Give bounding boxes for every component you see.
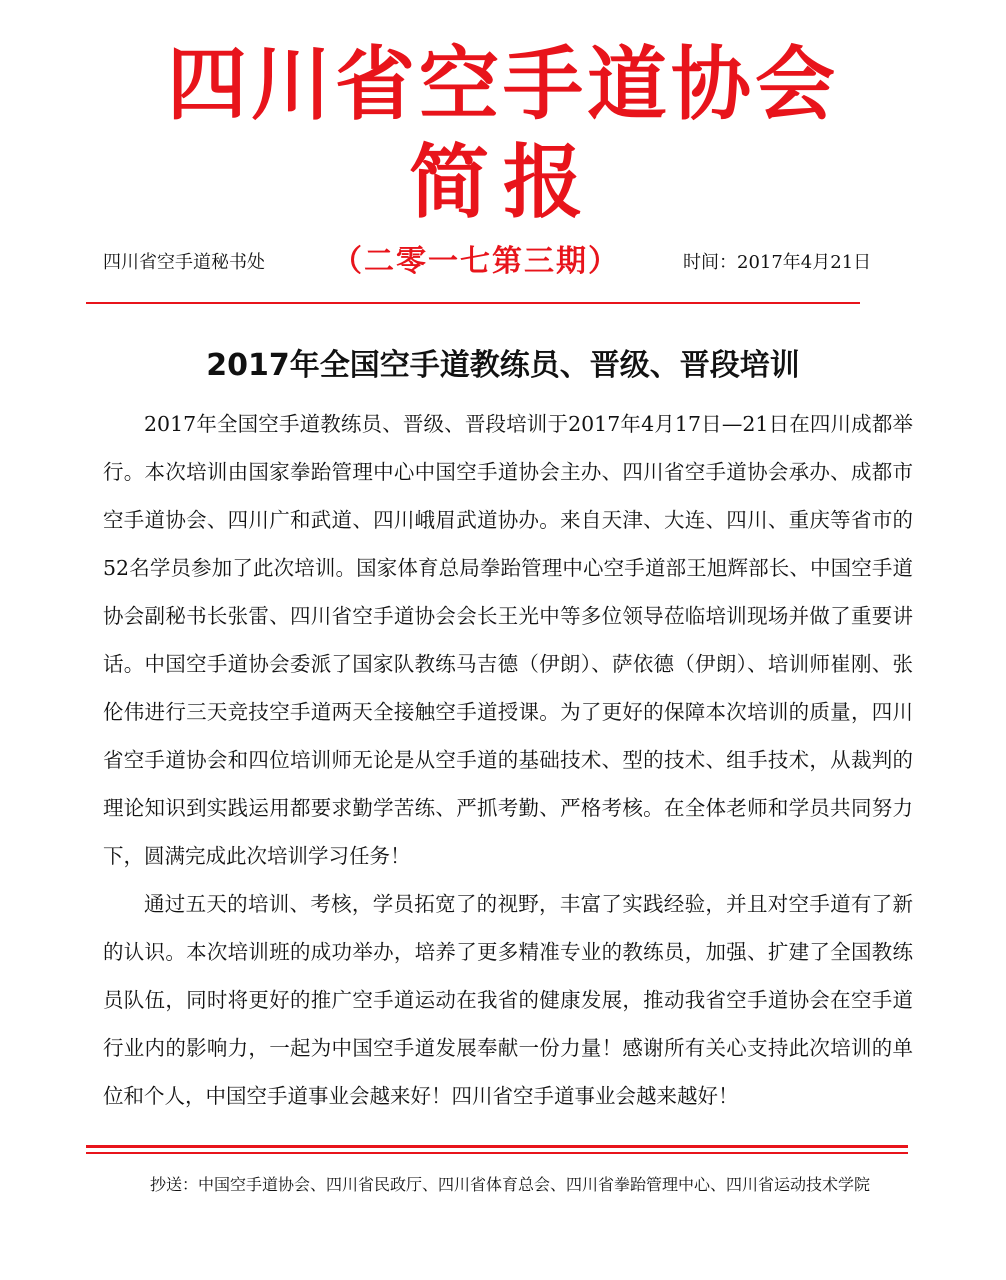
footer-divider-thick	[86, 1145, 908, 1148]
cc-distribution: 抄送：中国空手道协会、四川省民政厅、四川省体育总会、四川省拳跆管理中心、四川省运动技术学院	[150, 1175, 871, 1194]
article-paragraph-2: 通过五天的培训、考核，学员拓宽了的视野，丰富了实践经验，并且对空手道有了新的认识。本次培训班的成功举办，培养了更多精准专业的教练员，加强、扩建了全国教练员队伍，同时将更好的推广空手道运动在我省的健康发展，推动我省空手道协会在空手道行业内的影响力，一起为中国空手道发展奉献一份力量！感谢所有关心支持此次培训的单位和个人，中国空手道事业会越来好！四川省空手道事业会越来越好！	[103, 892, 913, 1108]
article-body	[103, 400, 913, 1120]
footer-divider-thin	[86, 1152, 908, 1154]
header-divider	[86, 302, 860, 304]
bulletin-title: 简报	[409, 136, 597, 229]
issuer: 四川省空手道秘书处	[103, 252, 265, 273]
issue-date: 时间：2017年4月21日	[683, 252, 872, 273]
issue-number: （二零一七第三期）	[332, 244, 620, 279]
article-title: 2017年全国空手道教练员、晋级、晋段培训	[206, 348, 800, 383]
header-meta-row	[0, 236, 1006, 279]
organization-title: 四川省空手道协会	[167, 38, 839, 131]
article-paragraph-1: 2017年全国空手道教练员、晋级、晋段培训于2017年4月17日—21日在四川成都举行。本次培训由国家拳跆管理中心中国空手道协会主办、四川省空手道协会承办、成都市空手道协会、四川广和武道、四川峨眉武道协办。来自天津、大连、四川、重庆等省市的52名学员参加了此次培训。国家体育总局拳跆管理中心空手道部王旭辉部长、中国空手道协会副秘书长张雷、四川省空手道协会会长王光中等多位领导莅临培训现场并做了重要讲话。中国空手道协会委派了国家队教练马吉德（伊朗）、萨依德（伊朗）、培训师崔刚、张伦伟进行三天竞技空手道两天全接触空手道授课。为了更好的保障本次培训的质量，四川省空手道协会和四位培训师无论是从空手道的基础技术、型的技术、组手技术，从裁判的理论知识到实践运用都要求勤学苦练、严抓考勤、严格考核。在全体老师和学员共同努力下，圆满完成此次培训学习任务！	[103, 412, 913, 868]
